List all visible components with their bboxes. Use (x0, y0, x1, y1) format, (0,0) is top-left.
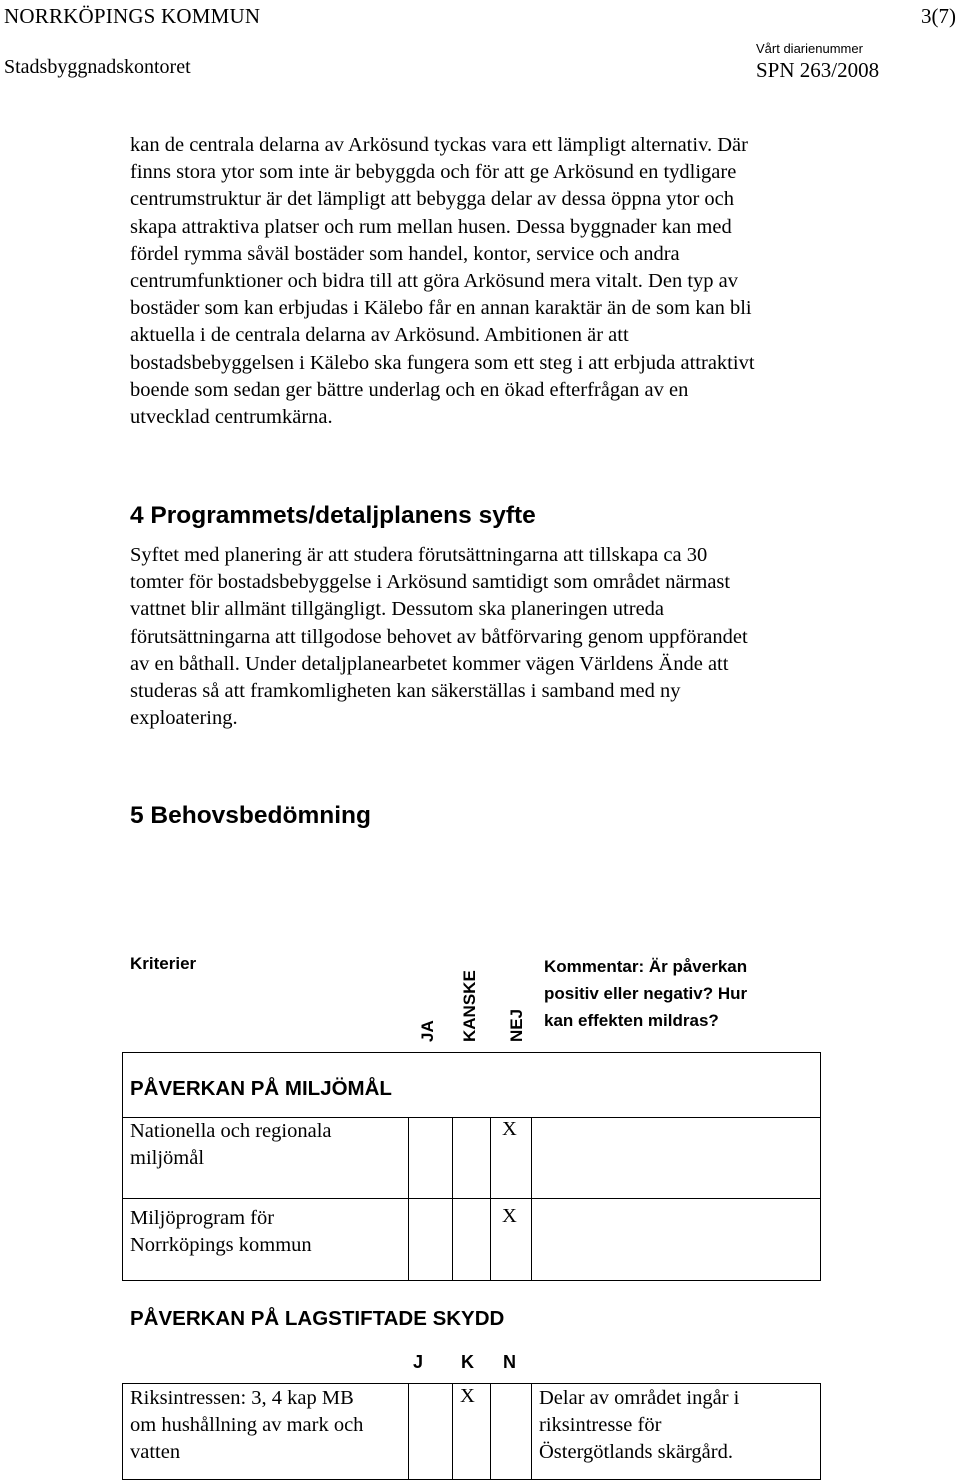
comment-line: riksintresse för (539, 1414, 662, 1437)
text-line: finns stora ytor som inte är bebyggda och för att ge Arkösund en tydligare (130, 161, 737, 184)
column-divider (408, 1117, 409, 1281)
section-5-heading: 5 Behovsbedömning (130, 802, 371, 829)
group-title: PÅVERKAN PÅ LAGSTIFTADE SKYDD (130, 1307, 505, 1330)
criterion-line: miljömål (130, 1147, 205, 1170)
criterion-cell (130, 1118, 332, 1172)
comment-cell (539, 1385, 739, 1467)
text-line: bostäder som kan erbjudas i Kälebo får en annan karaktär än de som kan bli (130, 297, 752, 320)
page-number: 3(7) (921, 4, 956, 28)
text-line: exploatering. (130, 707, 238, 730)
kanske-mark: X (460, 1385, 475, 1407)
comment-column-header (544, 953, 747, 1034)
column-divider (408, 1383, 409, 1480)
column-divider (531, 1117, 532, 1281)
column-divider (490, 1117, 491, 1281)
row-divider (122, 1198, 821, 1199)
comment-header-line: Kommentar: Är påverkan (544, 957, 748, 976)
text-line: kan de centrala delarna av Arkösund tyckas vara ett lämpligt alternativ. Där (130, 134, 748, 156)
criterion-cell (130, 1205, 312, 1259)
group-title: PÅVERKAN PÅ MILJÖMÅL (130, 1077, 392, 1100)
comment-line: Delar av området ingår i (539, 1387, 740, 1409)
text-line: centrumfunktioner och bidra till att göra Arkösund mera vitalt. Den typ av (130, 270, 739, 293)
criterion-line: om hushållning av mark och (130, 1414, 364, 1437)
text-line: utvecklad centrumkärna. (130, 406, 333, 429)
text-line: boende som sedan ger bättre underlag och en ökad efterfrågan av en (130, 378, 689, 401)
kanske-column-header: KANSKE (460, 970, 479, 1042)
reference-number: SPN 263/2008 (756, 58, 880, 82)
criterion-line: vatten (130, 1441, 181, 1464)
text-line: tomter för bostadsbebyggelse i Arkösund samtidigt som området närmast (130, 571, 731, 594)
nej-column-header: NEJ (507, 1008, 526, 1042)
kanske-abbr: K (461, 1352, 474, 1372)
organization-name: NORRKÖPINGS KOMMUN (4, 4, 261, 28)
section-4-paragraph (130, 542, 830, 732)
criterion-cell (130, 1385, 363, 1467)
criteria-column-header: Kriterier (130, 954, 197, 973)
comment-header-line: positiv eller negativ? Hur (544, 984, 748, 1003)
ja-abbr: J (413, 1352, 424, 1372)
column-divider (452, 1117, 453, 1281)
nej-mark: X (502, 1205, 517, 1227)
text-line: studeras så att framkomligheten kan säkerställas i samband med ny (130, 680, 681, 703)
ja-column-header: JA (418, 1020, 437, 1042)
text-line: vattnet blir allmänt tillgängligt. Dessutom ska planeringen utreda (130, 598, 665, 621)
nej-mark: X (502, 1118, 517, 1140)
criterion-line: Riksintressen: 3, 4 kap MB (130, 1387, 354, 1409)
criterion-line: Norrköpings kommun (130, 1234, 312, 1257)
text-line: skapa attraktiva platser och rum mellan husen. Dessa byggnader kan med (130, 215, 732, 238)
comment-header-line: kan effekten mildras? (544, 1011, 719, 1030)
column-divider (452, 1383, 453, 1480)
column-divider (531, 1383, 532, 1480)
text-line: Syftet med planering är att studera förutsättningarna att tillskapa ca 30 (130, 544, 708, 566)
department-name: Stadsbyggnadskontoret (4, 56, 191, 78)
nej-abbr: N (503, 1352, 516, 1372)
column-divider (490, 1383, 491, 1480)
text-line: förutsättningarna att tillgodose behovet av båtförvaring genom uppförandet (130, 625, 748, 648)
section-4-heading: 4 Programmets/detaljplanens syfte (130, 502, 536, 529)
text-line: centrumstruktur är det lämpligt att bebygga delar av dessa öppna ytor och (130, 188, 734, 211)
reference-label: Vårt diarienummer (756, 41, 863, 56)
criterion-line: Nationella och regionala (130, 1120, 332, 1142)
text-line: av en båthall. Under detaljplanearbetet kommer vägen Världens Ände att (130, 652, 729, 675)
text-line: aktuella i de centrala delarna av Arkösund. Ambitionen är att (130, 324, 629, 347)
intro-paragraph (130, 132, 830, 431)
text-line: fördel rymma såväl bostäder som handel, kontor, service och andra (130, 242, 680, 265)
criterion-line: Miljöprogram för (130, 1207, 275, 1229)
text-line: bostadsbebyggelsen i Kälebo ska fungera som ett steg i att erbjuda attraktivt (130, 351, 755, 374)
comment-line: Östergötlands skärgård. (539, 1441, 733, 1464)
